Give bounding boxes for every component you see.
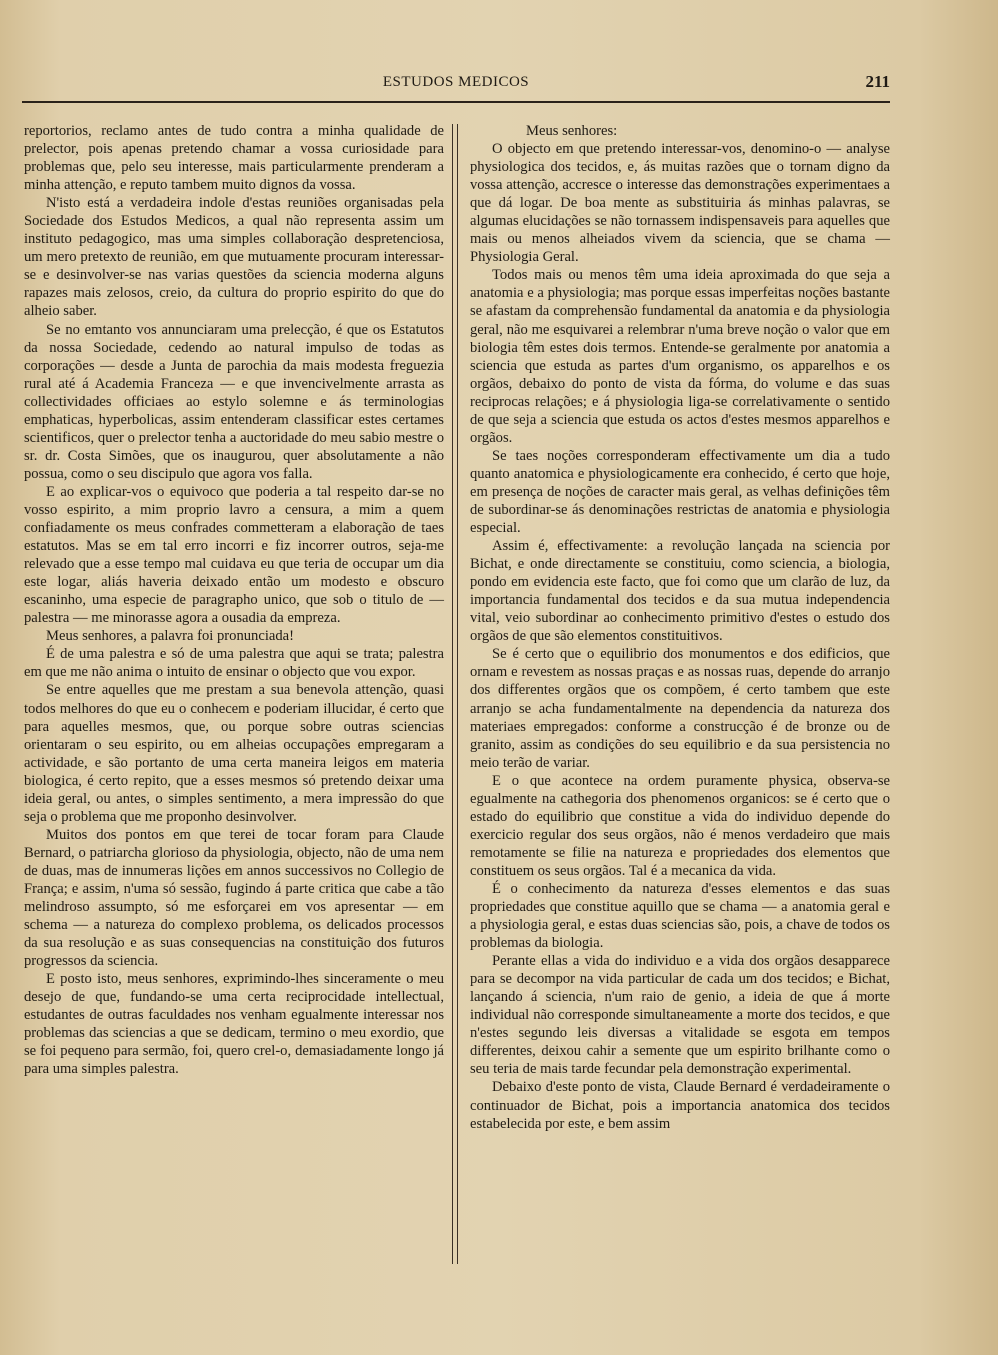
paragraph: E o que acontece na ordem puramente physica, observa-se egualmente na cathegoria dos phenomenos organicos: se é certo que o estado do equilibrio que constitue a vida do individuo depende do exercicio regular dos seus orgãos, não é menos verdadeiro que mais remotamente se filie na natureza e propriedades dos elementos que constituem os seus orgãos. Tal é a mecanica da vida. bbox=[470, 772, 890, 879]
paragraph: E posto isto, meus senhores, exprimindo-lhes sinceramente o meu desejo de que, fundando-se uma certa reciprocidade intellectual, estudantes de outras faculdades nos venham egualmente interessar nos problemas das sciencias a que se dedicam, termino o meu exordio, que se foi pequeno para sermão, foi, quero crel-o, demasiadamente longo já para uma simples palestra. bbox=[24, 971, 444, 1078]
salutation: Meus senhores: bbox=[526, 123, 618, 139]
paragraph: Muitos dos pontos em que terei de tocar foram para Claude Bernard, o patriarcha glorioso da physiologia, objecto, não de uma nem de duas, mas de innumeras lições em annos successivos no Collegio de França; e assim, n'uma só sessão, fugindo á parte critica que cabe a tão melindroso assumpto, só me esforçarei em vos apresentar — em schema — a natureza do complexo problema, os delicados processos da sua resolução e as suas consequencias na constituição dos futuros progressos da sciencia. bbox=[24, 826, 444, 970]
paragraph: O objecto em que pretendo interessar-vos, denomino-o — analyse physiologica dos tecidos, e, ás muitas razões que o tornam digno da vossa attenção, accresce o interesse das demonstrações experimentaes a que dá logar. De boa mente as substituiria ás minhas palavras, se algumas elucidações se não tornassem indispensaveis para aquelles que mais ou menos alheiados vivem da sciencia, que se chama — Physiologia Geral. bbox=[470, 141, 890, 266]
paragraph: Assim é, effectivamente: a revolução lançada na sciencia por Bichat, e onde directamente se constituiu, como sciencia, a biologia, pondo em evidencia este facto, que foi como que um clarão de luz, da importancia fundamental dos tecidos e da sua mutua independencia vital, veio subordinar ao conhecimento primitivo d'estes o estudo dos orgãos de que são elementos constituitivos. bbox=[470, 538, 890, 645]
paragraph: Se taes noções corresponderam effectivamente um dia a tudo quanto anatomica e physiologicamente era conhecido, é certo que hoje, em presença de noções de caracter mais geral, as velhas definições têm de subordinar-se ás denominações restrictas de anatomia e physiologia especial. bbox=[470, 447, 890, 537]
page-number: 211 bbox=[865, 72, 890, 91]
paragraph: Perante ellas a vida do individuo e a vida dos orgãos desapparece para se decompor na vida particular de cada um dos tecidos; e Bichat, lançando á sciencia, n'um raio de genio, a ideia de que á morte individual não corresponde simultaneamente a morte dos tecidos, e que n'estes segundo leis diversas a vitalidade se esgota em tempos differentes, deixou cahir a semente que um espirito brilhante como o seu teria de mais tarde fecundar pela demonstração experimental. bbox=[470, 953, 890, 1078]
running-title: ESTUDOS MEDICOS bbox=[382, 74, 530, 90]
paragraph: É de uma palestra e só de uma palestra que aqui se trata; palestra em que me não anima o intuito de ensinar o objecto que vou expor. bbox=[24, 646, 444, 681]
paragraph: Se é certo que o equilibrio dos monumentos e dos edificios, que ornam e revestem as nossas praças e as nossas ruas, depende do arranjo dos differentes orgãos que os compõem, é certo tambem que este arranjo se acha fundamentalmente na dependencia da natureza dos materiaes empregados: conforme a construcção é de bronze ou de granito, assim as condições do seu equilibrio e da sua persistencia no meio terão de variar. bbox=[470, 646, 890, 771]
paragraph: Todos mais ou menos têm uma ideia aproximada do que seja a anatomia e a physiologia; mas porque essas imperfeitas noções bastante se afastam da comprehensão fundamental da anatomia e da physiologia geral, não me esquivarei a relembrar n'uma breve noção o valor que em biologia têm estes dois termos. Entende-se geralmente por anatomia a sciencia que estuda as partes d'um organismo, os apparelhos e os orgãos, debaixo do ponto de vista da fórma, do volume e das suas reciprocas relações; e á physiologia liga-se correlativamente o sentido de que seja a sciencia que estuda os actos d'estes mesmos apparelhos e orgãos. bbox=[470, 267, 890, 446]
paragraph: N'isto está a verdadeira indole d'estas reuniões organisadas pela Sociedade dos Estudos Medicos, a qual não representa assim um instituto pedagogico, mas uma simples collaboração despretenciosa, um mero pretexto de reunião, em que mutuamente procuram interessar-se e desinvolver-se nas varias questões da sciencia moderna alguns rapazes mais zelosos, creio, da cultura do proprio espirito do que do alheio saber. bbox=[24, 195, 444, 320]
right-column bbox=[470, 122, 890, 1133]
paragraph: Debaixo d'este ponto de vista, Claude Bernard é verdadeiramente o continuador de Bichat, pois a importancia anatomica dos tecidos estabelecida por este, e bem assim bbox=[470, 1079, 890, 1132]
paragraph: Meus senhores, a palavra foi pronunciada! bbox=[46, 628, 295, 645]
paragraph: E ao explicar-vos o equivoco que poderia a tal respeito dar-se no vosso espirito, a mim proprio lavro a censura, a mim a quem confiadamente os meus confrades commetteram a elaboração de taes estatutos. Mas se em tal erro incorri e fiz incorrer outros, seja-me relevado que a esse tempo mal cuidava eu que teria de occupar um dia este logar, aliás haveria deixado então um modesto e obscuro escaninho, uma especie de paragrapho unico, que sob o titulo de — palestra — me minorasse agora a ousadia da empreza. bbox=[24, 483, 444, 627]
paragraph: reportorios, reclamo antes de tudo contra a minha qualidade de prelector, pois apenas pretendo chamar a vossa curiosidade para problemas que, pelo seu interesse, mais particularmente prenderam a minha attenção, e reputo tambem muito dignos da vossa. bbox=[24, 123, 444, 194]
running-header bbox=[22, 72, 890, 96]
left-column bbox=[24, 122, 444, 1078]
column-divider bbox=[452, 124, 458, 1264]
paragraph: Se no emtanto vos annunciaram uma prelecção, é que os Estatutos da nossa Sociedade, cedendo ao natural impulso de todas as corporações — desde a Junta de parochia da mais modesta freguezia rural até á Academia Franceza — e que invencivelmente arrasta as collectividades officiaes ao estylo solemne e ás terminologias emphaticas, hyperbolicas, assim entenderam classificar estes certames scientificos, quer o prelector tenha a auctoridade do meu sabio mestre o sr. dr. Costa Simões, que os inaugurou, quer absolutamente a não possua, como o seu discipulo que agora vos falla. bbox=[24, 321, 444, 482]
paragraph: Se entre aquelles que me prestam a sua benevola attenção, quasi todos melhores do que eu o conhecem e poderiam illucidar, é certo que para aquelles mesmos, que, ou porque sobre outras sciencias orientaram o seu espirito, ou em alheias occupações empregaram a actividade, e são portanto de uma certa maneira leigos em materia biologica, é certo repito, que a esses mesmos só pretendo deixar uma ideia geral, ou antes, o simples sentimento, a mera impressão do que seja o problema que me proponho desinvolver. bbox=[24, 682, 444, 825]
paragraph: É o conhecimento da natureza d'esses elementos e das suas propriedades que constitue aquillo que se chama — a anatomia geral e a physiologia geral, e estas duas sciencias são, pois, a chave de todos os problemas da biologia. bbox=[470, 880, 890, 952]
header-rule bbox=[22, 101, 890, 103]
